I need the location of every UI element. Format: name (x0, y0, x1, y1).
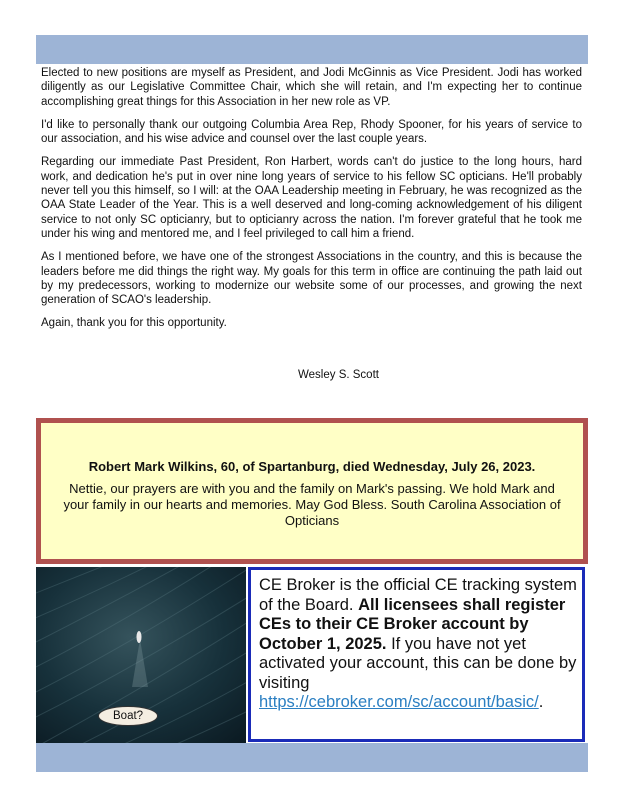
letter-paragraph: I'd like to personally thank our outgoing Columbia Area Rep, Rhody Spooner, for his years of service to our association, and his wise advice and counsel over the last couple years. (41, 118, 582, 146)
letter-paragraph: Elected to new positions are myself as President, and Jodi McGinnis as Vice President. Jodi has worked diligently as our Legislative Committee Chair, which she will retain, and I'm expecting her to continue accomplishing great things for this Association in her new role as VP. (41, 67, 582, 108)
letter-signature: Wesley S. Scott (298, 369, 379, 381)
ce-rest: If you have not yet activated your account, this can be done by visiting (259, 634, 577, 692)
ce-intro: CE Broker is the official CE tracking system of the Board. (259, 576, 577, 614)
memorial-box (36, 418, 588, 564)
boat-callout: Boat? (98, 706, 158, 726)
footer-bar (36, 743, 588, 772)
ce-broker-notice (248, 567, 585, 742)
ce-end: . (538, 693, 544, 711)
letter-paragraph: Regarding our immediate Past President, Ron Harbert, words can't do justice to the long hours, hard work, and dedication he's put in over nine long years of service to his fellow SC opticians. He'll probably never tell you this himself, so I will: at the OAA Leadership meeting in February, he was recognized as the OAA State Leader of the Year. This is a well deserved and long-coming acknowledgement of his diligent service to not only SC opticianry, but to opticianry across the nation. I'm forever grateful that he took me under his wing and mentored me, and I feel privileged to call him a friend. (41, 156, 582, 240)
president-letter (41, 66, 582, 340)
ce-broker-link[interactable]: https://cebroker.com/sc/account/basic/ (259, 693, 539, 711)
ce-deadline: All licensees shall register CEs to their CE Broker account by October 1, 2025. (259, 595, 566, 653)
memorial-body: Nettie, our prayers are with you and the family on Mark's passing. We hold Mark and your family in our hearts and memories. May God Bless. South Carolina Association of Opticians (63, 481, 561, 528)
boat-shape (137, 631, 142, 643)
header-bar (36, 35, 588, 64)
memorial-headline: Robert Mark Wilkins, 60, of Spartanburg, died Wednesday, July 26, 2023. (88, 459, 536, 474)
boat-photo (36, 567, 246, 743)
letter-paragraph: As I mentioned before, we have one of the strongest Associations in the country, and this is because the leaders before me did things the right way. My goals for this term in office are continuing the path laid out by my predecessors, working to modernize our website some of our processes, and growing the next generation of SCAO's leadership. (41, 251, 582, 307)
letter-paragraph: Again, thank you for this opportunity. (41, 317, 227, 330)
